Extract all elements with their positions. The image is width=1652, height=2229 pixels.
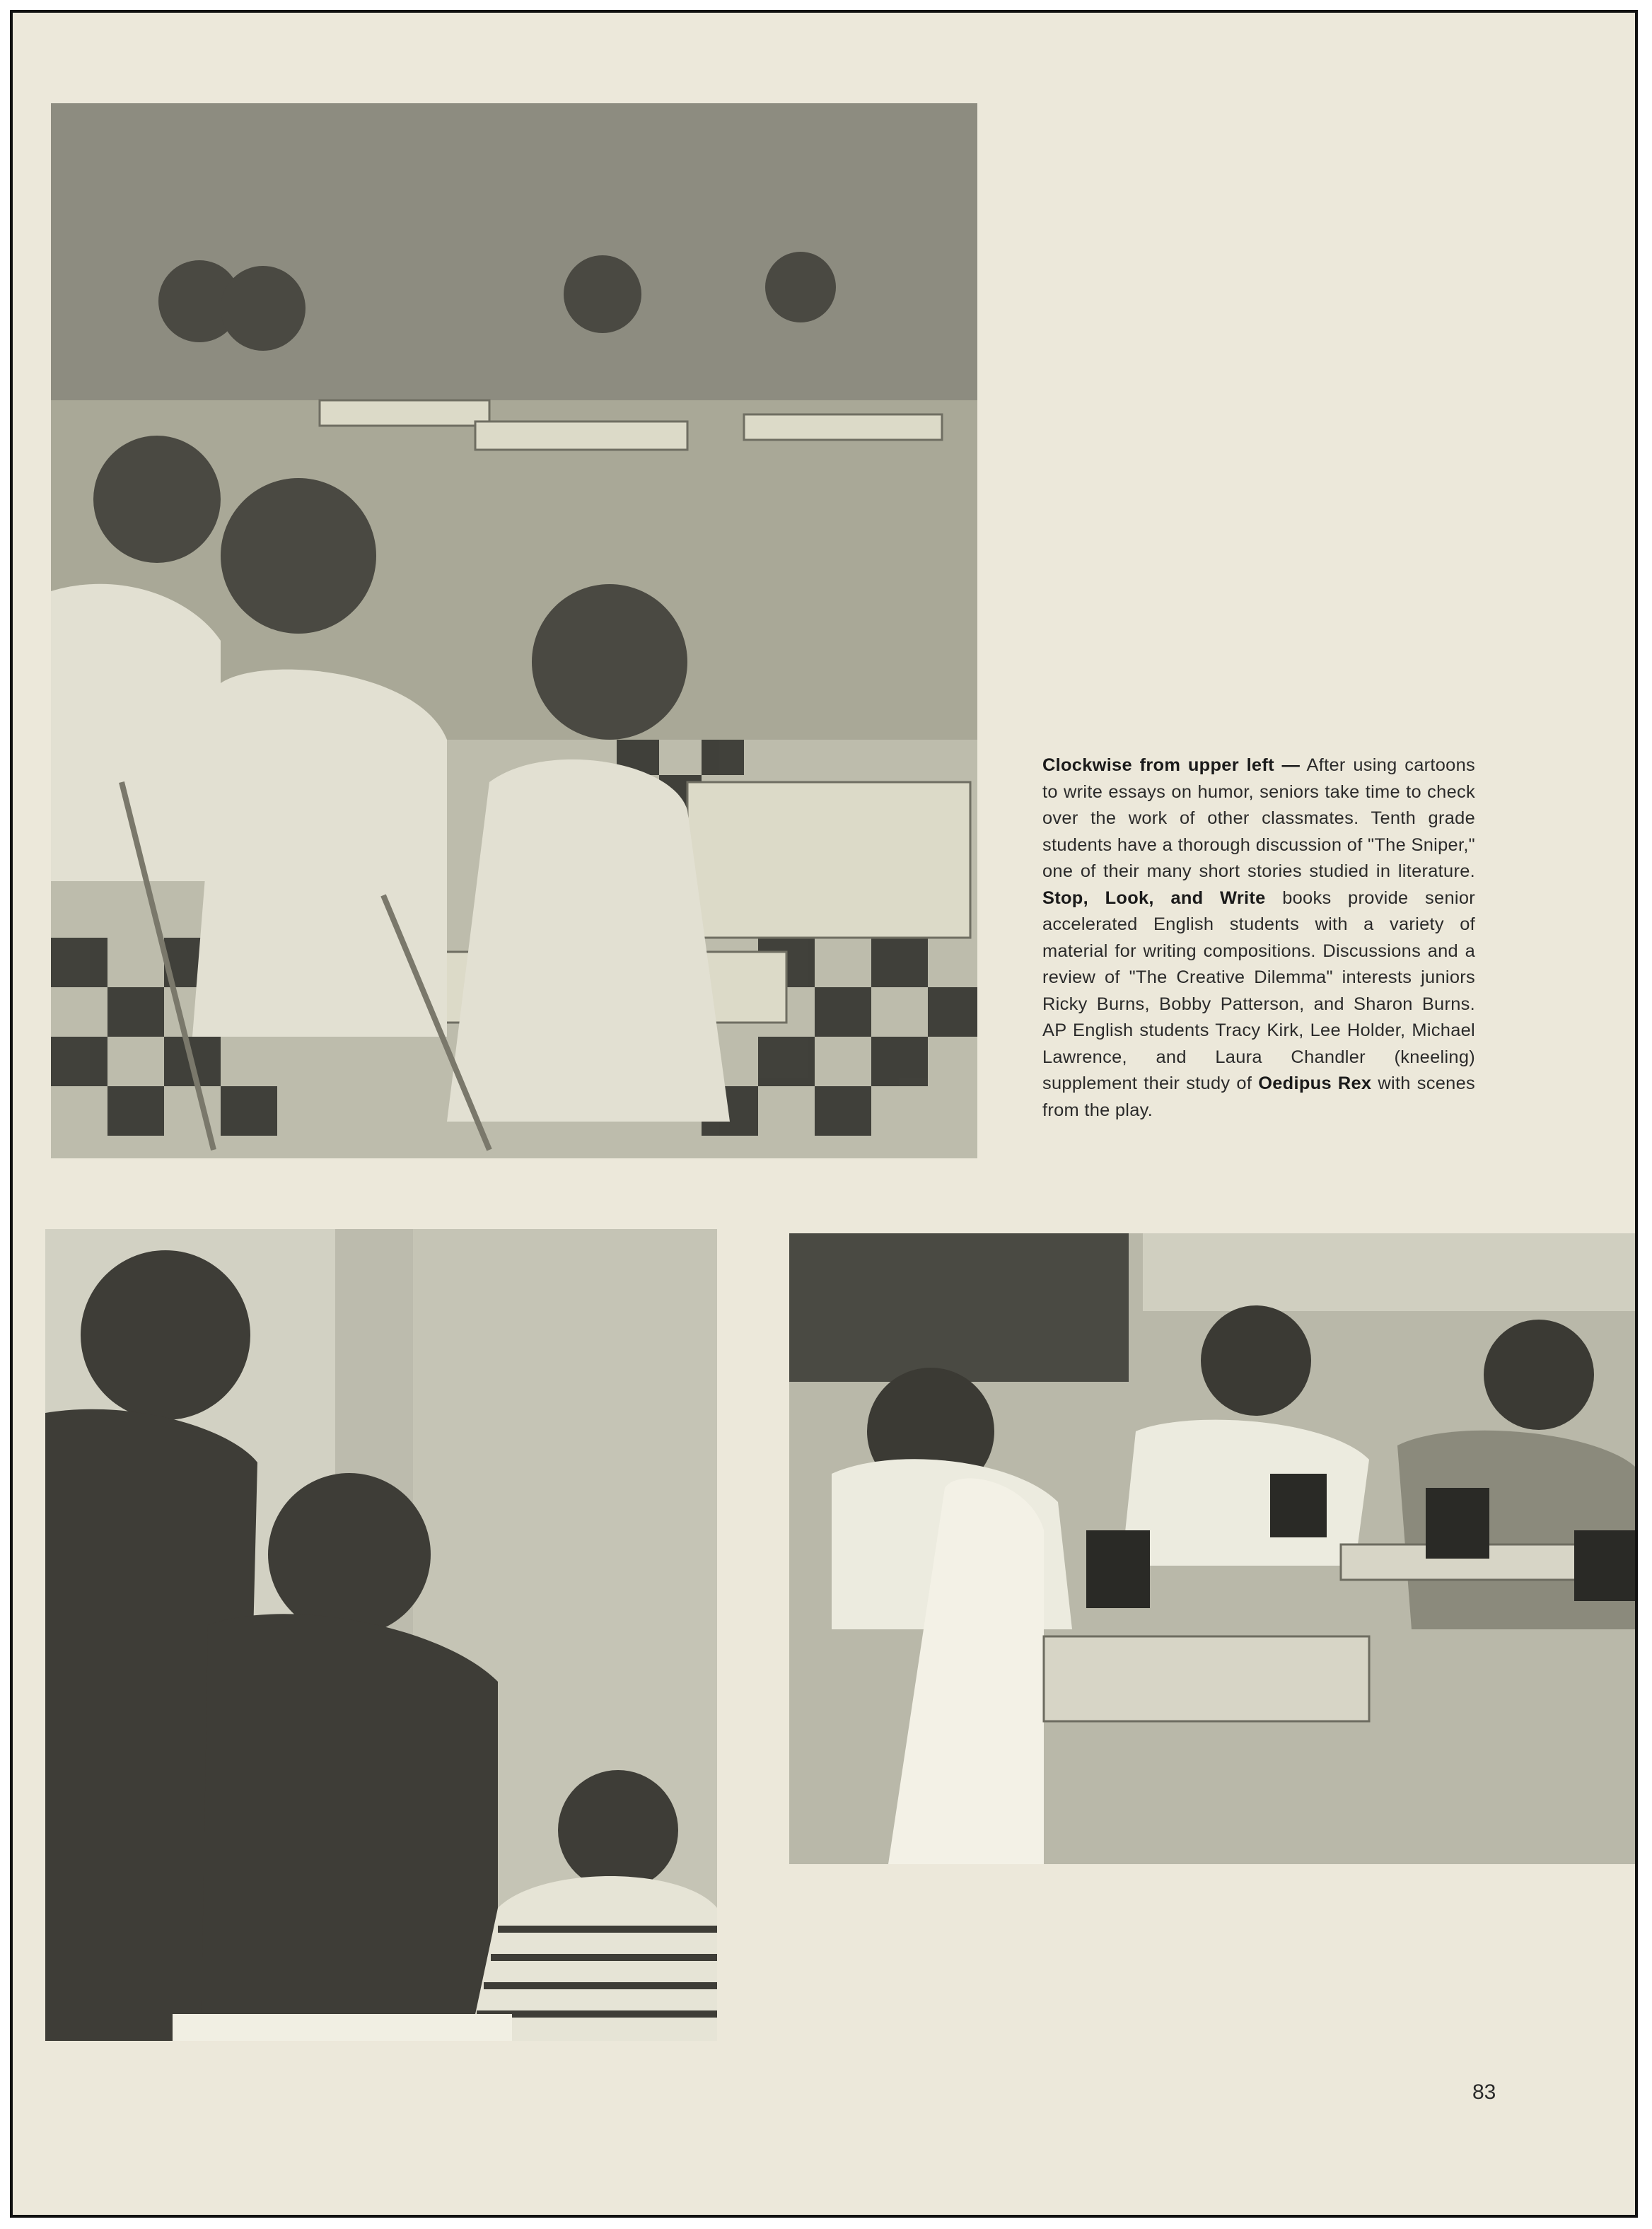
yearbook-page [10,10,1638,2218]
caption-play-title: Oedipus Rex [1258,1073,1372,1093]
caption-text-3: with scenes from the play. [1042,1073,1475,1120]
students-discussion-photo [45,1229,717,2041]
page-number: 83 [1472,2080,1496,2104]
classroom-desks-photo [51,103,977,1158]
caption-lead: Clockwise from upper left — [1042,755,1301,775]
caption-book-title: Stop, Look, and Write [1042,887,1266,908]
bleed-through-heading [997,137,1008,185]
photo-caption [1042,752,1475,1124]
caption-text-1: After using cartoons to write essays on humor, seniors take time to check over the work of other classmates. Tenth grade students have a thorough discussion of "The Sniper," one of their many short stories studied in literature. [1042,755,1475,881]
caption-text-2: books provide senior accelerated English students with a variety of material for writing compositions. Discussions and a review of "The Creative Dilemma" interests juniors Ricky Burns, Bobby Patterson, and Sharon Burns. AP English students Tracy Kirk, Lee Holder, Michael Lawrence, and Laura Chandler (kneeling) supplement their study of [1042,887,1475,1093]
reading-group-photo [789,1233,1635,1864]
